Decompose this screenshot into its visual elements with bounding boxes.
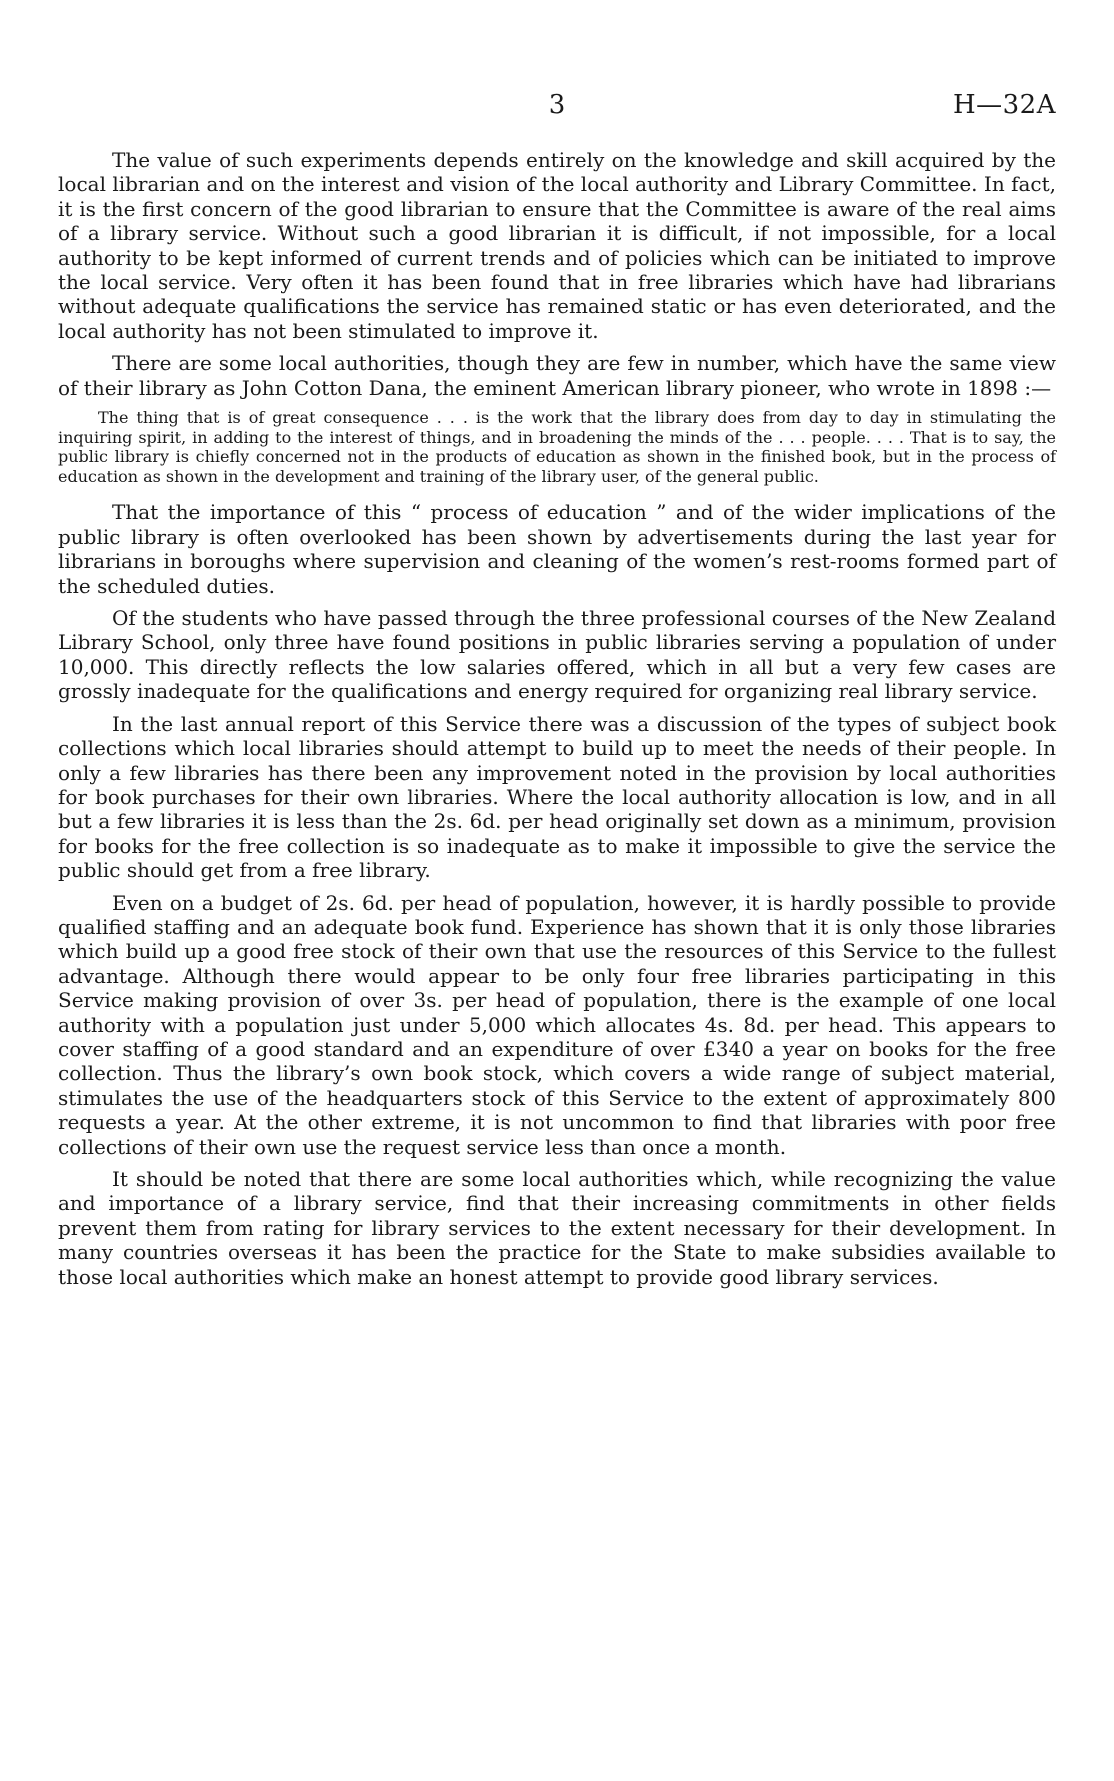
document-reference: H—32A (952, 90, 1056, 120)
paragraph-dana-intro: There are some local authorities, though they are few in number, which have the same view of their library as John Cotton Dana, the eminent American library pioneer, who wrote in 1898 :— (58, 351, 1056, 400)
page-header (58, 90, 1056, 130)
paragraph-process-of-education: That the importance of this “ process of education ” and of the wider implications of the public library is often overlooked has been shown by advertisements during the last year for librarians in boroughs where supervision and cleaning of the women’s rest-rooms formed part of the scheduled duties. (58, 500, 1056, 598)
paragraph-budget: Even on a budget of 2s. 6d. per head of population, however, it is hardly possible to provide qualified staffing and an adequate book fund. Experience has shown that it is only those libraries which build up a good free stock of their own that use the resources of this Service to the fullest advantage. Although there would appear to be only four free libraries participating in this Service making provision of over 3s. per head of population, there is the example of one local authority with a population just under 5,000 which allocates 4s. 8d. per head. This appears to cover staffing of a good standard and an expenditure of over £340 a year on books for the free collection. Thus the library’s own book stock, which covers a wide range of subject material, stimulates the use of the headquarters stock of this Service to the extent of approximately 800 requests a year. At the other extreme, it is not uncommon to find that libraries with poor free collections of their own use the request service less than once a month. (58, 890, 1056, 1159)
paragraph-library-school: Of the students who have passed through the three professional courses of the New Zealand Library School, only three have found positions in public libraries serving a population of under 10,000. This directly reflects the low salaries offered, which in all but a very few cases are grossly inadequate for the qualifications and energy required for organizing real library service. (58, 606, 1056, 704)
paragraph-librarian-skill: The value of such experiments depends entirely on the knowledge and skill acquired by the local librarian and on the interest and vision of the local authority and Library Committee. In fact, it is the first concern of the good librarian to ensure that the Committee is aware of the real aims of a library service. Without such a good librarian it is difficult, if not impossible, for a local authority to be kept informed of current trends and of policies which can be initiated to improve the local service. Very often it has been found that in free libraries which have had librarians without adequate qualifications the service has remained static or has even deteriorated, and the local authority has not been stimulated to improve it. (58, 148, 1056, 343)
paragraph-state-subsidies: It should be noted that there are some local authorities which, while recognizing the value and importance of a library service, find that their increasing commitments in other fields prevent them from rating for library services to the extent necessary for their development. In many countries overseas it has been the practice for the State to make subsidies available to those local authorities which make an honest attempt to provide good library services. (58, 1167, 1056, 1289)
page-number: 3 (548, 90, 566, 120)
body-text (58, 148, 1056, 1297)
paragraph-book-collections: In the last annual report of this Service there was a discussion of the types of subject book collections which local libraries should attempt to build up to meet the needs of their people. In only a few libraries has there been any improvement noted in the provision by local authorities for book purchases for their own libraries. Where the local authority allocation is low, and in all but a few libraries it is less than the 2s. 6d. per head originally set down as a minimum, provision for books for the free collection is so inadequate as to make it impossible to give the service the public should get from a free library. (58, 711, 1056, 883)
block-quote-dana: The thing that is of great consequence . . . is the work that the library does from day to day in stimulating the inquiring spirit, in adding to the interest of things, and in broadening the minds of the . . . people. . . . That is to say, the public library is chiefly concerned not in the products of education as shown in the finished book, but in the process of education as shown in the development and training of the library user, of the general public. (58, 408, 1056, 486)
